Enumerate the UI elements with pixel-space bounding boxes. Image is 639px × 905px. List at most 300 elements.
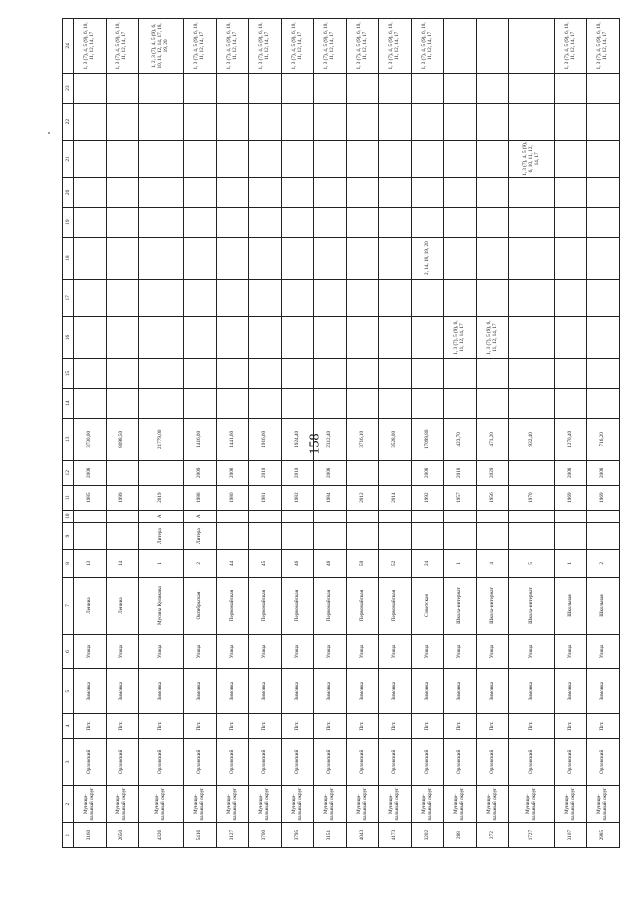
table-cell: 2008: [411, 460, 444, 485]
table-cell: Орловский: [346, 738, 379, 785]
table-cell: Школьная: [554, 577, 587, 634]
column-header: 20: [63, 177, 74, 207]
table-cell: [411, 140, 444, 177]
table-cell: 1, 3 (7), 4, 5 (9), 6, 10, 11, 12, 14, 17: [106, 19, 139, 74]
table-cell: [476, 140, 509, 177]
column-header: 21: [63, 140, 74, 177]
table-cell: Муници-пальный округ: [216, 785, 249, 822]
table-row: [411, 19, 444, 848]
table-cell: Муници-пальный округ: [184, 785, 217, 822]
table-cell: Муници-пальный округ: [587, 785, 620, 822]
table-cell: [346, 359, 379, 389]
table-cell: Муници-пальный округ: [281, 785, 314, 822]
table-cell: [379, 73, 412, 103]
table-cell: [509, 359, 554, 389]
table-cell: 1, 3 (7), 4, 5 (9), 6, 10, 11, 12, 14, 17: [314, 19, 347, 74]
table-cell: [554, 510, 587, 522]
table-cell: [444, 237, 477, 279]
table-cell: [74, 73, 107, 103]
table-cell: [444, 177, 477, 207]
table-cell: Муници-пальный округ: [554, 785, 587, 822]
table-cell: [139, 207, 184, 237]
table-cell: 48: [314, 550, 347, 577]
table-cell: [346, 177, 379, 207]
table-cell: Пгт.: [379, 714, 412, 739]
scan-speck: [48, 132, 50, 134]
table-cell: Муници-пальный округ: [476, 785, 509, 822]
table-cell: Зимовка: [314, 669, 347, 714]
table-cell: [314, 207, 347, 237]
table-cell: Орловский: [216, 738, 249, 785]
table-cell: [249, 73, 282, 103]
table-cell: 5: [509, 550, 554, 577]
table-cell: [587, 388, 620, 418]
table-cell: Орловский: [74, 738, 107, 785]
table-cell: [554, 316, 587, 358]
table-cell: [587, 316, 620, 358]
table-cell: [444, 19, 477, 74]
column-header: 3: [63, 738, 74, 785]
table-cell: 1, 3 (7), 5 (9), 6, 11, 12, 14, 17: [444, 316, 477, 358]
table-cell: [379, 460, 412, 485]
table-cell: Улица: [444, 634, 477, 669]
table-cell: Первомайская: [216, 577, 249, 634]
table-cell: [476, 103, 509, 140]
table-cell: [476, 207, 509, 237]
table-cell: Пгт.: [444, 714, 477, 739]
table-cell: [509, 19, 554, 74]
table-cell: Зимовка: [411, 669, 444, 714]
table-cell: Пгт.: [216, 714, 249, 739]
table-cell: 1, 3 (7), 4, 5 (9), 6, 10, 11, 12, 14, 17: [554, 19, 587, 74]
table-cell: [314, 237, 347, 279]
table-cell: [184, 73, 217, 103]
table-cell: [476, 522, 509, 549]
table-cell: [74, 510, 107, 522]
table-cell: [106, 522, 139, 549]
table-row: [184, 19, 217, 848]
table-cell: [249, 510, 282, 522]
table-cell: 3151: [314, 823, 347, 848]
table-cell: [346, 388, 379, 418]
table-cell: Литера: [184, 522, 217, 549]
table-cell: [587, 103, 620, 140]
table-cell: [411, 359, 444, 389]
table-cell: [139, 460, 184, 485]
table-cell: 1270,40: [554, 418, 587, 460]
table-cell: [554, 177, 587, 207]
column-header: 16: [63, 316, 74, 358]
table-cell: [139, 316, 184, 358]
table-cell: [249, 279, 282, 316]
table-cell: 1981: [249, 485, 282, 510]
table-cell: Школа-интернат: [476, 577, 509, 634]
table-cell: Орловский: [379, 738, 412, 785]
table-cell: Муници-пальный округ: [411, 785, 444, 822]
table-cell: [379, 103, 412, 140]
table-cell: [74, 177, 107, 207]
table-cell: 50: [346, 550, 379, 577]
table-cell: [216, 73, 249, 103]
table-cell: [106, 177, 139, 207]
table-cell: Орловский: [106, 738, 139, 785]
table-cell: [411, 522, 444, 549]
table-cell: Муници-пальный округ: [379, 785, 412, 822]
table-cell: 5416: [184, 823, 217, 848]
table-cell: 1, 3 (7), 4, 5 (9), 6, 10, 11, 12, 14, 17: [411, 19, 444, 74]
page-number: 158: [307, 433, 323, 455]
table-cell: [476, 73, 509, 103]
table-cell: [216, 388, 249, 418]
table-cell: Муници-пальный округ: [346, 785, 379, 822]
table-cell: 44: [216, 550, 249, 577]
table-cell: Улица: [74, 634, 107, 669]
table-cell: [74, 207, 107, 237]
table-cell: [509, 237, 554, 279]
table-cell: Улица: [587, 634, 620, 669]
table-cell: Зимовка: [476, 669, 509, 714]
table-cell: Орловский: [554, 738, 587, 785]
table-cell: [139, 359, 184, 389]
table-cell: [249, 522, 282, 549]
table-cell: [554, 359, 587, 389]
table-cell: Улица: [216, 634, 249, 669]
table-cell: [314, 73, 347, 103]
column-header: 1: [63, 823, 74, 848]
table-cell: [346, 316, 379, 358]
table-cell: Зимовка: [74, 669, 107, 714]
table-cell: [444, 510, 477, 522]
column-header: 11: [63, 485, 74, 510]
table-cell: Зимовка: [346, 669, 379, 714]
table-cell: [587, 177, 620, 207]
table-cell: 2010: [281, 460, 314, 485]
column-header: 14: [63, 388, 74, 418]
table-cell: [444, 359, 477, 389]
table-cell: Улица: [249, 634, 282, 669]
table-cell: 2: [587, 550, 620, 577]
table-cell: [509, 510, 554, 522]
table-cell: [587, 510, 620, 522]
table-cell: 1441,60: [216, 418, 249, 460]
table-cell: Орловский: [249, 738, 282, 785]
table-cell: Ленина: [106, 577, 139, 634]
table-cell: [379, 207, 412, 237]
table-cell: Орловский: [444, 738, 477, 785]
table-cell: [314, 177, 347, 207]
table-row: [509, 19, 554, 848]
table-cell: [554, 73, 587, 103]
table-cell: [106, 316, 139, 358]
table-cell: 17099,80: [411, 418, 444, 460]
table-cell: [346, 140, 379, 177]
table-cell: 2008: [216, 460, 249, 485]
table-cell: [281, 279, 314, 316]
table-cell: [444, 279, 477, 316]
table-cell: Улица: [281, 634, 314, 669]
table-cell: [314, 388, 347, 418]
table-cell: [216, 359, 249, 389]
table-cell: 1, 3 (7), 4, 5 (9), 6, 10, 11, 12, 14, 17: [74, 19, 107, 74]
table-cell: [411, 177, 444, 207]
table-cell: Муници-пальный округ: [509, 785, 554, 822]
table-cell: [216, 510, 249, 522]
table-cell: [184, 237, 217, 279]
column-header: 22: [63, 103, 74, 140]
table-cell: Улица: [411, 634, 444, 669]
table-cell: [554, 140, 587, 177]
column-number-header-row: [63, 19, 74, 848]
table-cell: [184, 279, 217, 316]
table-cell: [139, 73, 184, 103]
table-cell: [139, 237, 184, 279]
table-cell: [379, 279, 412, 316]
table-cell: 3107: [554, 823, 587, 848]
table-cell: Октябрьская: [184, 577, 217, 634]
table-cell: Муници-пальный округ: [444, 785, 477, 822]
table-cell: [314, 316, 347, 358]
table-cell: [106, 388, 139, 418]
table-cell: 1727: [509, 823, 554, 848]
table-cell: 3795: [281, 823, 314, 848]
table-cell: Ленина: [74, 577, 107, 634]
table-cell: Зимовка: [216, 669, 249, 714]
table-cell: [509, 388, 554, 418]
table-cell: [346, 510, 379, 522]
table-cell: [554, 207, 587, 237]
table-cell: [379, 177, 412, 207]
table-cell: [249, 237, 282, 279]
table-cell: 1, 2, 3 (7), 4, 5 (9), 6, 10, 11, 12, 14, 17, 18, 19, 20: [139, 19, 184, 74]
table-cell: [184, 177, 217, 207]
table-cell: 4043: [346, 823, 379, 848]
table-cell: [139, 279, 184, 316]
table-cell: [184, 316, 217, 358]
table-cell: Орловский: [476, 738, 509, 785]
table-cell: 3528,00: [379, 418, 412, 460]
table-cell: Первомайская: [249, 577, 282, 634]
table-cell: 45: [249, 550, 282, 577]
table-cell: 3730,00: [74, 418, 107, 460]
table-cell: [411, 316, 444, 358]
table-cell: [74, 388, 107, 418]
table-cell: 2312,40: [314, 418, 347, 460]
table-cell: 2008: [554, 460, 587, 485]
table-cell: [346, 460, 379, 485]
table-cell: [216, 140, 249, 177]
table-cell: Зимовка: [184, 669, 217, 714]
table-cell: [346, 73, 379, 103]
column-header: 10: [63, 510, 74, 522]
table-cell: Школа-интернат: [444, 577, 477, 634]
table-cell: 1, 3 (7), 4, 5 (9), 6, 10, 11, 12, 14, 17: [346, 19, 379, 74]
table-cell: [554, 103, 587, 140]
table-cell: [476, 279, 509, 316]
table-row: [379, 19, 412, 848]
table-cell: [74, 279, 107, 316]
table-cell: [281, 316, 314, 358]
table-cell: Пгт.: [139, 714, 184, 739]
table-cell: [379, 388, 412, 418]
table-cell: 3700: [249, 823, 282, 848]
table-cell: 4: [476, 550, 509, 577]
table-cell: Муници-пальный округ: [106, 785, 139, 822]
table-cell: [444, 73, 477, 103]
table-cell: [106, 279, 139, 316]
table-cell: 1: [444, 550, 477, 577]
table-cell: [346, 207, 379, 237]
table-cell: 1980: [216, 485, 249, 510]
column-header: 7: [63, 577, 74, 634]
table-rotation-wrapper: [62, 18, 620, 848]
table-cell: [411, 388, 444, 418]
table-cell: [106, 237, 139, 279]
table-cell: [216, 207, 249, 237]
table-cell: [587, 140, 620, 177]
table-cell: 1: [139, 550, 184, 577]
table-cell: Улица: [509, 634, 554, 669]
table-cell: [106, 207, 139, 237]
column-header: 9: [63, 522, 74, 549]
table-cell: [509, 522, 554, 549]
table-cell: [509, 460, 554, 485]
table-cell: [249, 140, 282, 177]
table-cell: Улица: [346, 634, 379, 669]
column-header: 24: [63, 19, 74, 74]
table-cell: 423,70: [444, 418, 477, 460]
column-header: 15: [63, 359, 74, 389]
table-cell: 2008: [74, 460, 107, 485]
table-cell: 1988: [184, 485, 217, 510]
table-cell: [184, 103, 217, 140]
table-cell: [411, 103, 444, 140]
table-cell: [587, 73, 620, 103]
table-cell: 288: [444, 823, 477, 848]
table-cell: Зимовка: [139, 669, 184, 714]
table-cell: Пгт.: [184, 714, 217, 739]
table-cell: [587, 522, 620, 549]
table-cell: Орловский: [587, 738, 620, 785]
column-header: 2: [63, 785, 74, 822]
table-cell: [249, 388, 282, 418]
table-cell: [74, 237, 107, 279]
column-header: 17: [63, 279, 74, 316]
table-cell: [216, 279, 249, 316]
table-cell: Пгт.: [476, 714, 509, 739]
table-cell: Улица: [314, 634, 347, 669]
table-cell: Первомайская: [346, 577, 379, 634]
table-cell: Пгт.: [281, 714, 314, 739]
table-cell: [74, 140, 107, 177]
table-cell: 1969: [554, 485, 587, 510]
table-cell: [281, 207, 314, 237]
table-cell: 1, 3 (7), 4, 5 (9), 6, 10, 11, 12, 14, 17: [216, 19, 249, 74]
column-header: 12: [63, 460, 74, 485]
table-cell: Зимовка: [249, 669, 282, 714]
table-cell: Пгт.: [587, 714, 620, 739]
table-cell: 1924,40: [281, 418, 314, 460]
table-cell: 2012: [346, 485, 379, 510]
table-cell: [281, 73, 314, 103]
table-cell: 471,20: [476, 418, 509, 460]
table-cell: Орловский: [281, 738, 314, 785]
table-cell: 1916,60: [249, 418, 282, 460]
table-cell: 716,20: [587, 418, 620, 460]
table-cell: [444, 388, 477, 418]
table-cell: [74, 103, 107, 140]
table-cell: [314, 279, 347, 316]
table-cell: 46: [281, 550, 314, 577]
table-cell: [587, 207, 620, 237]
table-cell: [509, 103, 554, 140]
table-cell: 272: [476, 823, 509, 848]
table-cell: [476, 19, 509, 74]
table-cell: [314, 359, 347, 389]
table-cell: Пгт.: [509, 714, 554, 739]
table-cell: Пгт.: [314, 714, 347, 739]
table-cell: [411, 73, 444, 103]
table-row: [139, 19, 184, 848]
table-cell: [184, 388, 217, 418]
table-cell: Первомайская: [281, 577, 314, 634]
table-cell: Советская: [411, 577, 444, 634]
table-cell: 1985: [74, 485, 107, 510]
table-cell: 2650: [106, 823, 139, 848]
table-cell: [139, 388, 184, 418]
table-cell: 1, 3 (7), 4, 5 (9), 6, 10, 11, 12, 14, 17: [184, 19, 217, 74]
table-cell: [106, 510, 139, 522]
table-cell: 2, 14, 18, 19, 20: [411, 237, 444, 279]
table-cell: [184, 140, 217, 177]
table-cell: 3716,10: [346, 418, 379, 460]
table-cell: [587, 237, 620, 279]
table-row: [216, 19, 249, 848]
table-cell: Орловский: [139, 738, 184, 785]
table-cell: [216, 316, 249, 358]
table-cell: 2014: [379, 485, 412, 510]
table-cell: 52: [379, 550, 412, 577]
table-cell: [249, 103, 282, 140]
table-cell: [74, 522, 107, 549]
table-cell: 3160: [74, 823, 107, 848]
table-cell: [281, 237, 314, 279]
table-cell: [281, 103, 314, 140]
table-cell: [281, 522, 314, 549]
table-cell: [509, 207, 554, 237]
table-cell: [314, 510, 347, 522]
table-cell: Литера: [139, 522, 184, 549]
table-cell: 2020: [476, 460, 509, 485]
table-cell: 1, 3 (7), 4, 5 (9), 6, 10, 11, 12, 14, 17: [509, 140, 554, 177]
table-cell: [554, 279, 587, 316]
table-cell: 13: [74, 550, 107, 577]
table-cell: Пгт.: [249, 714, 282, 739]
table-cell: [509, 316, 554, 358]
table-cell: [476, 359, 509, 389]
table-cell: Улица: [379, 634, 412, 669]
table-cell: 1, 3 (7), 4, 5 (9), 6, 10, 11, 12, 14, 17: [281, 19, 314, 74]
table-cell: [249, 177, 282, 207]
column-header: 13: [63, 418, 74, 460]
table-cell: [554, 522, 587, 549]
table-cell: [346, 522, 379, 549]
table-cell: [444, 207, 477, 237]
table-cell: [184, 207, 217, 237]
table-cell: 2008: [587, 460, 620, 485]
table-row: [444, 19, 477, 848]
table-cell: 4173: [379, 823, 412, 848]
table-cell: Улица: [554, 634, 587, 669]
